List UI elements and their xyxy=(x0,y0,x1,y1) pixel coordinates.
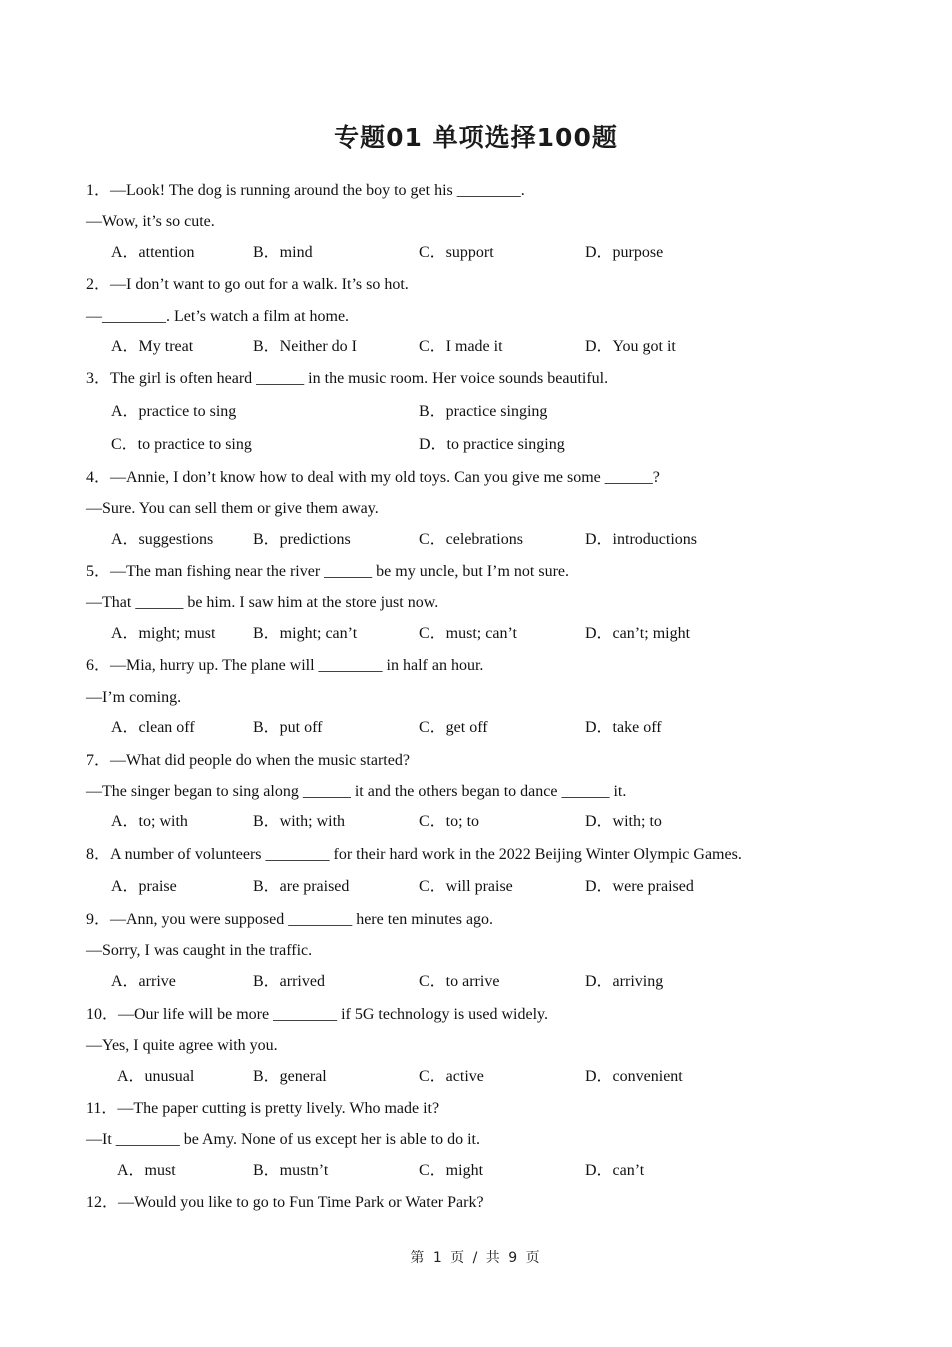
q4-option-c[interactable]: C．celebrations xyxy=(419,531,523,548)
q5-option-c[interactable]: C．must; can’t xyxy=(419,625,517,642)
q1-option-c[interactable]: C．support xyxy=(419,244,494,261)
q6-option-d[interactable]: D．take off xyxy=(585,719,662,736)
q7-option-d[interactable]: D．with; to xyxy=(585,813,662,830)
q11-option-a[interactable]: A．must xyxy=(117,1162,176,1179)
q6-option-c[interactable]: C．get off xyxy=(419,719,488,736)
question-11-stem: 11．—The paper cutting is pretty lively. Who made it? xyxy=(86,1100,440,1117)
q2-option-b[interactable]: B．Neither do I xyxy=(253,338,357,355)
question-2-stem: 2．—I don’t want to go out for a walk. It’s so hot. xyxy=(86,276,409,293)
q7-option-a[interactable]: A．to; with xyxy=(111,813,188,830)
question-10-stem: 10．—Our life will be more ________ if 5G technology is used widely. xyxy=(86,1006,549,1023)
q10-option-a[interactable]: A．unusual xyxy=(117,1068,195,1085)
question-6-stem: 6．—Mia, hurry up. The plane will ________ in half an hour. xyxy=(86,657,484,674)
q8-option-a[interactable]: A．praise xyxy=(111,878,177,895)
q11-option-d[interactable]: D．can’t xyxy=(585,1162,645,1179)
q6-option-a[interactable]: A．clean off xyxy=(111,719,195,736)
question-12-stem: 12．—Would you like to go to Fun Time Park or Water Park? xyxy=(86,1194,484,1211)
q11-option-c[interactable]: C．might xyxy=(419,1162,484,1179)
q9-option-a[interactable]: A．arrive xyxy=(111,973,176,990)
question-2-reply: —________. Let’s watch a film at home. xyxy=(86,308,350,325)
question-5-reply: —That ______ be him. I saw him at the store just now. xyxy=(86,594,439,611)
question-1-stem: 1．—Look! The dog is running around the boy to get his ________. xyxy=(86,182,525,199)
q9-option-c[interactable]: C．to arrive xyxy=(419,973,500,990)
q10-option-d[interactable]: D．convenient xyxy=(585,1068,683,1085)
q1-option-b[interactable]: B．mind xyxy=(253,244,313,261)
question-6-reply: —I’m coming. xyxy=(86,689,182,706)
q1-option-d[interactable]: D．purpose xyxy=(585,244,664,261)
question-4-reply: —Sure. You can sell them or give them away. xyxy=(86,500,379,517)
question-8-stem: 8．A number of volunteers ________ for their hard work in the 2022 Beijing Winter Olympic Games. xyxy=(86,846,742,863)
q2-option-c[interactable]: C．I made it xyxy=(419,338,503,355)
q2-option-a[interactable]: A．My treat xyxy=(111,338,194,355)
question-9-reply: —Sorry, I was caught in the traffic. xyxy=(86,942,313,959)
question-7-stem: 7．—What did people do when the music started? xyxy=(86,752,410,769)
q8-option-c[interactable]: C．will praise xyxy=(419,878,513,895)
q3-option-d[interactable]: D．to practice singing xyxy=(419,436,565,453)
question-1-reply: —Wow, it’s so cute. xyxy=(86,213,215,230)
q3-option-b[interactable]: B．practice singing xyxy=(419,403,548,420)
q10-option-c[interactable]: C．active xyxy=(419,1068,484,1085)
q11-option-b[interactable]: B．mustn’t xyxy=(253,1162,329,1179)
q10-option-b[interactable]: B．general xyxy=(253,1068,327,1085)
q7-option-b[interactable]: B．with; with xyxy=(253,813,346,830)
question-4-stem: 4．—Annie, I don’t know how to deal with my old toys. Can you give me some ______? xyxy=(86,469,660,486)
question-7-reply: —The singer began to sing along ______ it and the others began to dance ______ it. xyxy=(86,783,627,800)
question-10-reply: —Yes, I quite agree with you. xyxy=(86,1037,278,1054)
q5-option-a[interactable]: A．might; must xyxy=(111,625,216,642)
q3-option-c[interactable]: C．to practice to sing xyxy=(111,436,252,453)
q5-option-b[interactable]: B．might; can’t xyxy=(253,625,358,642)
q8-option-b[interactable]: B．are praised xyxy=(253,878,350,895)
page-footer: 第 1 页 / 共 9 页 xyxy=(410,1250,542,1266)
question-9-stem: 9．—Ann, you were supposed ________ here ten minutes ago. xyxy=(86,911,494,928)
q3-option-a[interactable]: A．practice to sing xyxy=(111,403,237,420)
question-5-stem: 5．—The man fishing near the river ______ be my uncle, but I’m not sure. xyxy=(86,563,569,580)
q6-option-b[interactable]: B．put off xyxy=(253,719,323,736)
question-11-reply: —It ________ be Amy. None of us except her is able to do it. xyxy=(86,1131,480,1148)
q4-option-d[interactable]: D．introductions xyxy=(585,531,697,548)
q1-option-a[interactable]: A．attention xyxy=(111,244,195,261)
question-3-stem: 3．The girl is often heard ______ in the music room. Her voice sounds beautiful. xyxy=(86,370,609,387)
q9-option-d[interactable]: D．arriving xyxy=(585,973,664,990)
q4-option-a[interactable]: A．suggestions xyxy=(111,531,214,548)
q5-option-d[interactable]: D．can’t; might xyxy=(585,625,691,642)
q2-option-d[interactable]: D．You got it xyxy=(585,338,676,355)
q7-option-c[interactable]: C．to; to xyxy=(419,813,480,830)
q9-option-b[interactable]: B．arrived xyxy=(253,973,325,990)
page-title: 专题01 单项选择100题 xyxy=(334,123,618,152)
q4-option-b[interactable]: B．predictions xyxy=(253,531,351,548)
q8-option-d[interactable]: D．were praised xyxy=(585,878,694,895)
